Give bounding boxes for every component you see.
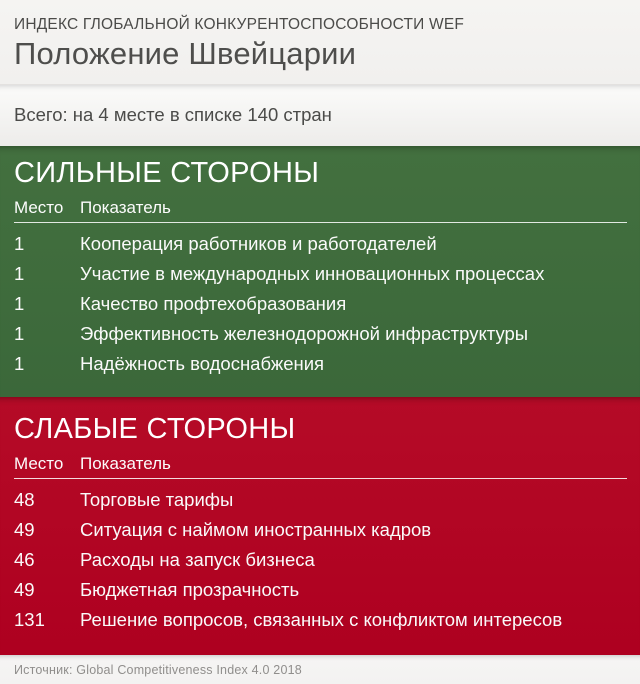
rank-value: 1 xyxy=(14,263,25,284)
table-row xyxy=(14,349,627,379)
table-row xyxy=(14,259,627,289)
indicator-label: Решение вопросов, связанных с конфликтом интересов xyxy=(80,609,563,630)
column-header-rank: Место xyxy=(14,454,64,473)
strengths-section xyxy=(0,146,640,397)
weaknesses-title: СЛАБЫЕ СТОРОНЫ xyxy=(14,413,296,445)
rank-value: 46 xyxy=(14,549,35,570)
header xyxy=(0,0,640,85)
column-header-indicator: Показатель xyxy=(80,198,171,217)
table-row xyxy=(14,545,627,575)
rank-value: 1 xyxy=(14,293,25,314)
table-row xyxy=(14,575,627,605)
strengths-title: СИЛЬНЫЕ СТОРОНЫ xyxy=(14,157,320,189)
rank-value: 49 xyxy=(14,579,35,600)
overall-rank-text: Всего: на 4 месте в списке 140 стран xyxy=(14,104,332,125)
column-header-rank: Место xyxy=(14,198,64,217)
strengths-column-headers xyxy=(14,198,627,218)
source-credit: Источник: Global Competitiveness Index 4.0 2018 xyxy=(14,662,302,677)
rank-value: 131 xyxy=(14,609,45,630)
strengths-rows xyxy=(14,229,627,379)
indicator-label: Участие в международных инновационных процессах xyxy=(80,263,545,284)
table-row xyxy=(14,515,627,545)
indicator-label: Бюджетная прозрачность xyxy=(80,579,300,600)
table-row xyxy=(14,485,627,515)
indicator-label: Расходы на запуск бизнеса xyxy=(80,549,315,570)
summary-bar xyxy=(0,85,640,146)
table-row xyxy=(14,289,627,319)
table-row xyxy=(14,605,627,635)
table-row xyxy=(14,229,627,259)
rank-value: 1 xyxy=(14,233,25,254)
index-kicker: ИНДЕКС ГЛОБАЛЬНОЙ КОНКУРЕНТОСПОСОБНОСТИ WEF xyxy=(14,16,465,33)
footer xyxy=(0,655,640,684)
page-title: Положение Швейцарии xyxy=(14,36,357,71)
column-header-indicator: Показатель xyxy=(80,454,171,473)
table-row xyxy=(14,319,627,349)
indicator-label: Эффективность железнодорожной инфраструктуры xyxy=(80,323,529,344)
indicator-label: Качество профтехобразования xyxy=(80,293,347,314)
weaknesses-column-headers xyxy=(14,454,627,474)
rank-value: 1 xyxy=(14,323,25,344)
indicator-label: Надёжность водоснабжения xyxy=(80,353,325,374)
weaknesses-rows xyxy=(14,485,627,635)
indicator-label: Ситуация с наймом иностранных кадров xyxy=(80,519,432,540)
rank-value: 1 xyxy=(14,353,25,374)
rank-value: 48 xyxy=(14,489,35,510)
weaknesses-section xyxy=(0,397,640,655)
divider xyxy=(14,478,627,479)
indicator-label: Кооперация работников и работодателей xyxy=(80,233,437,254)
rank-value: 49 xyxy=(14,519,35,540)
indicator-label: Торговые тарифы xyxy=(80,489,234,510)
divider xyxy=(14,222,627,223)
